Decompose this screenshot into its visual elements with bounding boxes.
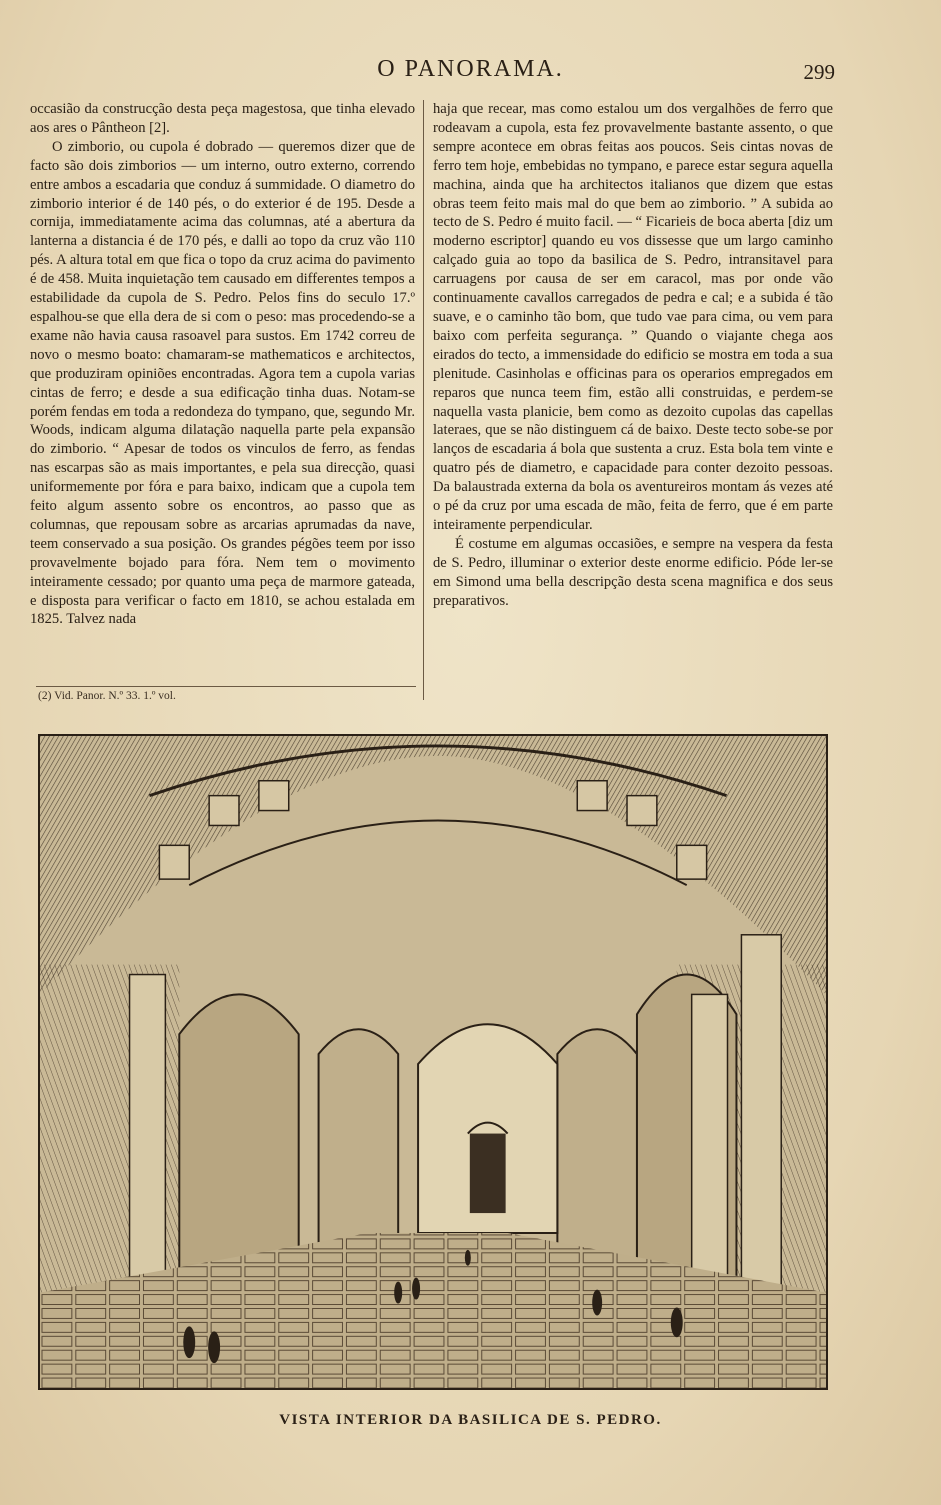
page-header [0, 56, 941, 90]
footnote: (2) Vid. Panor. N.º 33. 1.º vol. [38, 690, 176, 702]
page-number: 299 [803, 60, 835, 84]
left-column [30, 100, 415, 629]
right-column [433, 100, 833, 610]
engraving-illustration [40, 736, 826, 1388]
right-paragraph-1: haja que recear, mas como estalou um dos vergalhões de ferro que rodeavam a cupola, esta fez provavelmente bastante assento, o que sempre acontece em obras feitas aos poucos. Seis cintas novas de ferro tem hoje, embebidas no tympano, e parece estar segura aquella machina, ainda que ha architectos italianos que dizem que estas obras teem feito mais mal do que bem ao zimborio. ” A subida ao tecto de S. Pedro é muito facil. — “ Ficarieis de boca aberta [diz um moderno escriptor] quando eu vos dissesse que um largo caminho calçado guia ao topo da basilica de S. Pedro, intransitavel para carruagens por causa de ser em caracol, mas por onde vão continuamente cavallos carregados de pedra e cal; e a subida é tão suave, e o caminho tão bom, que tudo vae para cima, ou vem para baixo com perfeita segurança. ” Quando o viajante chega aos eirados do tecto, a immensidade do edificio se mostra em toda a sua plenitude. Casinholas e officinas para os operarios empregados em reparos que nunca teem fim, estão alli construidas, e perdem-se naquella vasta planicie, bem como as dezoito cupolas das capellas lateraes, que se não distinguem cá de baixo. Deste tecto sobe-se por lanços de escadaria á bola que sustenta a cruz. Esta bola tem vinte e quatro pés de diametro, e capacidade para conter dezoito pessoas. Da balaustrada externa da bola os aventureiros montam ás vezes até o pé da cruz por uma escada de mão, feita de ferro, que é em parte inteiramente perpendicular. [433, 101, 833, 533]
column-divider [423, 100, 424, 700]
left-paragraph-1: occasião da construcção desta peça magestosa, que tinha elevado aos ares o Pântheon [2]. [30, 101, 415, 136]
journal-title: O PANORAMA. [377, 56, 564, 82]
basilica-interior-engraving [38, 734, 828, 1390]
footnote-rule [36, 686, 416, 687]
text-columns [30, 100, 840, 710]
left-paragraph-2: O zimborio, ou cupola é dobrado — queremos dizer que de facto são dois zimborios — um interno, outro externo, correndo entre ambos a escadaria que conduz á summidade. O diametro do zimborio interior é de 140 pés, o do exterior é de 195. Desde a cornija, immediatamente acima das columnas, até a abertura da lanterna a distancia é de 170 pés, e dalli ao topo da cruz vão 110 pés. A altura total em que fica o topo da cruz acima do pavimento é de 458. Muita inquietação tem causado em differentes tempos a estabilidade da cupola de S. Pedro. Pelos fins do seculo 17.º espalhou-se que ella dera de si com o peso: mas procedendo-se a exame não havia causa rasoavel para sustos. Em 1742 correu de novo o mesmo boato: chamaram-se mathematicos e architectos, que produziram opiniões encontradas. Agora tem a cupola varias cintas de ferro; e desde a sua edificação tinha duas. Notam-se porém fendas em toda a redondeza do tympano, que, segundo Mr. Woods, indicam alguma dilatação naquella parte pela expansão do zimborio. “ Apesar de todos os vinculos de ferro, as fendas nas escarpas são as mais importantes, e pela sua direcção, quasi uniformemente por fóra e para baixo, indicam que a cupola tem feito algum assento sobre os encontros, ao passo que as columnas, que repousam sobre as arcarias aprumadas da nave, teem conservado a sua posição. Os grandes pégões teem por isso provavelmente bojado para fóra. Nem tem o movimento inteiramente cessado; por quanto uma peça de marmore gateada, e disposta para verificar o facto em 1810, se achou estalada em 1825. Talvez nada [30, 138, 415, 628]
illustration-caption: VISTA INTERIOR DA BASILICA DE S. PEDRO. [279, 1412, 662, 1428]
right-paragraph-2: É costume em algumas occasiões, e sempre na vespera da festa de S. Pedro, illuminar o exterior deste enorme edificio. Póde ler-se em Simond uma bella descripção desta scena magnifica e dos seus preparativos. [433, 535, 833, 609]
